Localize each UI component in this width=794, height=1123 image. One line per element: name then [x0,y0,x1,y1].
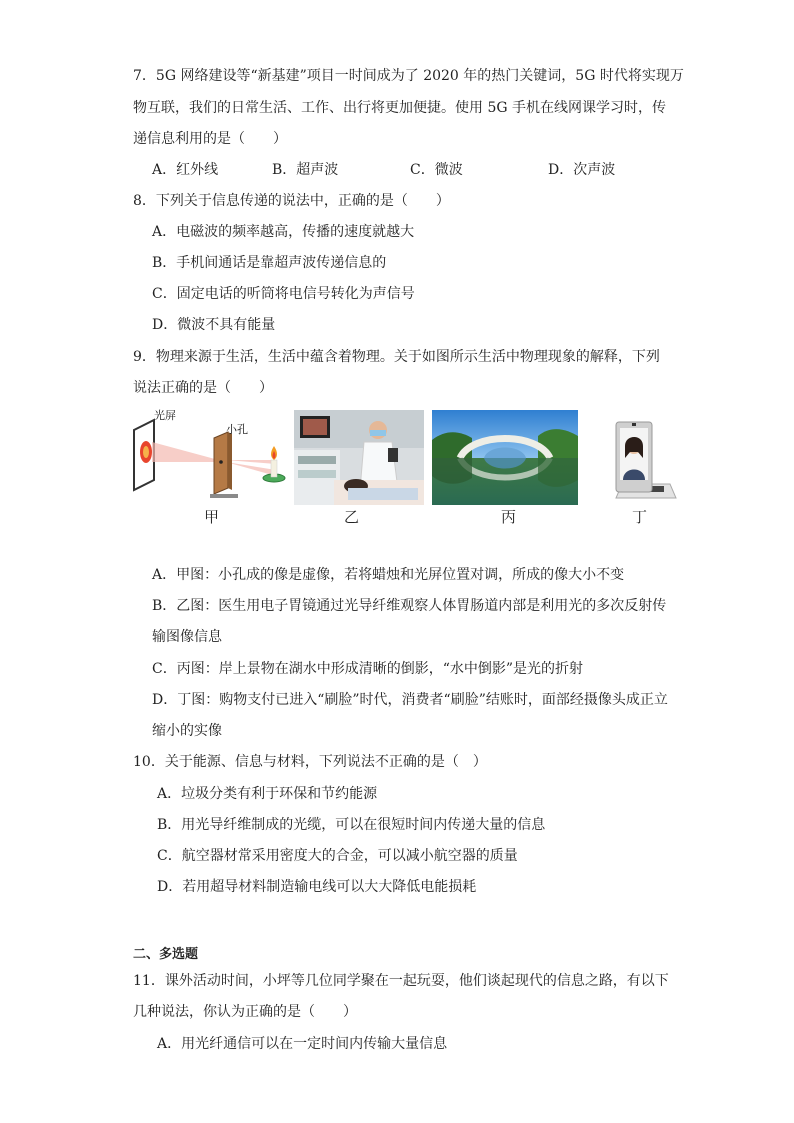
caption-yi: 乙 [344,508,360,526]
q11-option-a: A．用光纤通信可以在一定时间内传输大量信息 [157,1036,448,1052]
q7-stem-line-2: 物互联，我们的日常生活、工作、出行将更加便捷。使用 5G 手机在线网课学习时，传 [133,100,666,116]
q9-option-b-line-2: 输图像信息 [152,629,222,645]
q10-option-c: C．航空器材常采用密度大的合金，可以减小航空器的质量 [157,848,518,864]
q9-option-a: A．甲图：小孔成的像是虚像，若将蜡烛和光屏位置对调，所成的像大小不变 [152,567,625,583]
q7-option-a: A．红外线 [152,162,219,178]
q8-option-c: C．固定电话的听筒将电信号转化为声信号 [152,286,415,302]
q9-stem-line-2: 说法正确的是（ ） [133,380,273,396]
q10-option-d: D．若用超导材料制造输电线可以大大降低电能损耗 [157,879,477,895]
q11-stem-line-2: 几种说法，你认为正确的是（ ） [133,1004,357,1020]
label-screen: 光屏 [154,409,176,422]
figure-bridge-reflection-photo [432,410,578,505]
q7-option-c: C．微波 [410,162,463,178]
figure-face-pay-kiosk [608,418,680,502]
figure-endoscope-photo [294,410,424,505]
q8-option-d: D．微波不具有能量 [152,317,276,333]
q8-stem: 8．下列关于信息传递的说法中，正确的是（ ） [133,193,450,209]
q9-option-c: C．丙图：岸上景物在湖水中形成清晰的倒影，“水中倒影”是光的折射 [152,661,584,677]
q7-options [0,160,794,180]
q8-option-a: A．电磁波的频率越高，传播的速度就越大 [152,224,415,240]
q7-stem-line-1: 7．5G 网络建设等“新基建”项目一时间成为了 2020 年的热门关键词，5G 时代将实现万 [133,68,684,84]
q9-stem-line-1: 9．物理来源于生活，生活中蕴含着物理。关于如图所示生活中物理现象的解释，下列 [133,349,660,365]
figure-pinhole-camera [128,402,288,502]
q9-option-d-line-1: D．丁图：购物支付已进入“刷脸”时代，消费者“刷脸”结账时，面部经摄像头成正立 [152,692,668,708]
caption-jia: 甲 [204,508,220,526]
section-heading-multiple-choice: 二、多选题 [133,947,199,962]
q7-option-b: B．超声波 [272,162,339,178]
q10-option-a: A．垃圾分类有利于环保和节约能源 [157,786,378,802]
label-hole: 小孔 [226,423,248,436]
q8-option-b: B．手机间通话是靠超声波传递信息的 [152,255,387,271]
q7-stem-line-3: 递信息利用的是（ ） [133,131,287,147]
caption-bing: 丙 [501,508,517,526]
caption-ding: 丁 [632,508,648,526]
q11-stem-line-1: 11．课外活动时间，小坪等几位同学聚在一起玩耍，他们谈起现代的信息之路，有以下 [133,973,669,989]
q9-option-d-line-2: 缩小的实像 [152,723,222,739]
q10-stem: 10．关于能源、信息与材料，下列说法不正确的是（ ） [133,754,487,770]
q10-option-b: B．用光导纤维制成的光缆，可以在很短时间内传递大量的信息 [157,817,546,833]
q9-option-b-line-1: B．乙图：医生用电子胃镜通过光导纤维观察人体胃肠道内部是利用光的多次反射传 [152,598,667,614]
q7-option-d: D．次声波 [548,162,616,178]
